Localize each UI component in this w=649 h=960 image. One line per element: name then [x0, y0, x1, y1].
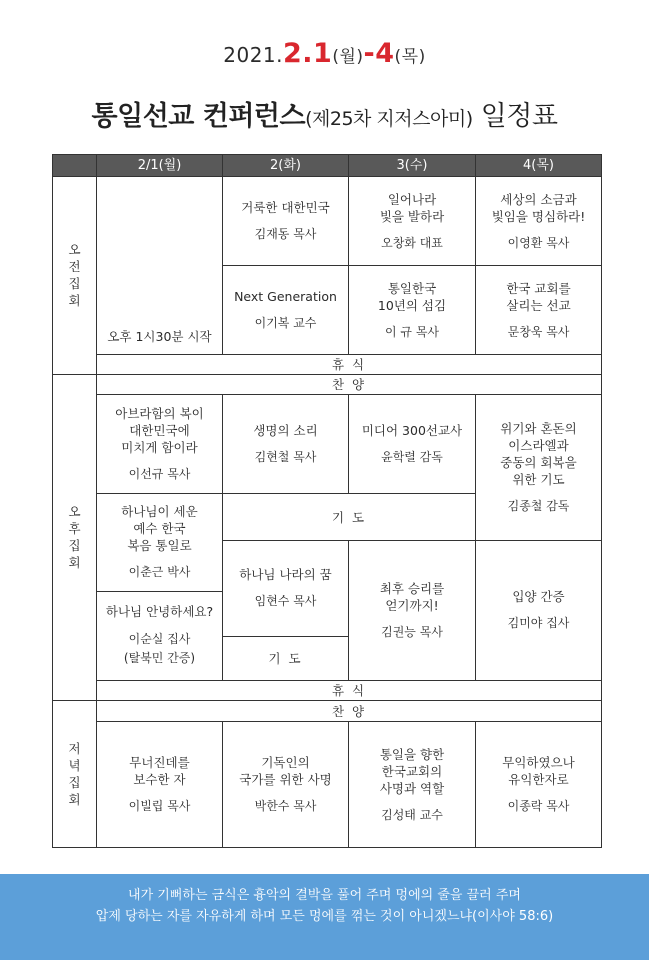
date-year: 2021. [223, 43, 284, 67]
session-speaker: 문창욱 목사 [507, 324, 570, 339]
date-end-day: (목) [394, 47, 426, 67]
conference-date [0, 38, 649, 69]
session-title: 한국 교회를 살리는 선교 [506, 280, 571, 313]
evening-thu [476, 722, 602, 848]
title-tail: 일정표 [472, 101, 558, 132]
morning-tue-2 [223, 266, 349, 355]
date-start-day: (월) [332, 47, 364, 67]
afternoon-break: 휴 식 [97, 680, 602, 700]
session-speaker: 이 규 목사 [385, 324, 439, 339]
afternoon-wed-2 [349, 540, 476, 680]
session-title: 미디어 300선교사 [361, 423, 463, 439]
date-end: -4 [363, 38, 395, 69]
section-afternoon: 오 후 집 회 [53, 374, 97, 700]
morning-thu-2 [476, 266, 602, 355]
afternoon-thu-1 [476, 394, 602, 540]
session-title: 최후 승리를 얻기까지! [379, 580, 445, 613]
header-mon: 2/1(월) [97, 155, 223, 177]
afternoon-wed-1 [349, 394, 476, 493]
header-row [53, 155, 602, 177]
session-speaker: 오창화 대표 [381, 235, 443, 250]
scripture-line-2: 압제 당하는 자를 자유하게 하며 모든 멍에를 꺾는 것이 아니겠느냐(이사야 58:6) [95, 909, 554, 924]
session-title: 거룩한 대한민국 [241, 200, 330, 216]
schedule-table [52, 154, 602, 848]
evening-wed [349, 722, 476, 848]
section-evening: 저 녁 집 회 [53, 700, 97, 847]
morning-thu-1 [476, 177, 602, 266]
section-morning: 오 전 집 회 [53, 177, 97, 375]
morning-tue-1 [223, 177, 349, 266]
afternoon-praise: 찬 양 [97, 374, 602, 394]
evening-tue [223, 722, 349, 848]
session-speaker: 이빌립 목사 [128, 799, 191, 814]
session-speaker: 김성태 교수 [381, 807, 443, 822]
afternoon-mon-1 [97, 394, 223, 493]
session-speaker: 이순실 집사 (탈북민 간증) [123, 632, 196, 666]
session-title: 하나님 나라의 꿈 [239, 567, 332, 583]
afternoon-mon-3 [97, 591, 223, 680]
session-speaker: 이선규 목사 [128, 467, 191, 482]
session-speaker: 김현철 목사 [254, 450, 317, 465]
afternoon-tue-prayer: 기 도 [223, 637, 349, 681]
evening-mon [97, 722, 223, 848]
afternoon-thu-2 [476, 540, 602, 680]
session-title: Next Generation [234, 289, 337, 305]
session-speaker: 박한수 목사 [254, 799, 317, 814]
session-title: 일어나라 빛을 발하라 [379, 191, 445, 224]
afternoon-mon-2 [97, 494, 223, 591]
morning-wed-1 [349, 177, 476, 266]
session-title: 통일을 향한 한국교회의 사명과 역할 [379, 746, 445, 796]
session-title: 아브라함의 복이 대한민국에 미치게 함이라 [115, 406, 204, 456]
header-wed: 3(수) [349, 155, 476, 177]
session-title: 하나님이 세운 예수 한국 복음 통일로 [121, 504, 198, 554]
morning-break: 휴 식 [97, 355, 602, 374]
session-title: 생명의 소리 [253, 423, 318, 439]
title-sub: (제25차 지저스아미) [305, 108, 473, 130]
header-thu: 4(목) [476, 155, 602, 177]
session-speaker: 김미야 집사 [507, 616, 570, 631]
session-speaker: 이기복 교수 [254, 316, 317, 331]
afternoon-prayer: 기 도 [223, 494, 476, 541]
header-corner [53, 155, 97, 177]
evening-praise: 찬 양 [97, 700, 602, 721]
session-speaker: 김권능 목사 [381, 624, 443, 639]
session-speaker: 김종철 감독 [507, 498, 570, 513]
title-main: 통일선교 컨퍼런스 [91, 101, 306, 132]
session-title: 무너진데를 보수한 자 [129, 755, 190, 788]
session-speaker: 이영환 목사 [507, 235, 570, 250]
session-title: 세상의 소금과 빛임을 명심하라! [491, 191, 586, 224]
morning-mon-start: 오후 1시30분 시작 [97, 177, 223, 355]
session-title: 입양 간증 [512, 589, 565, 605]
date-start: 2.1 [283, 38, 333, 69]
session-speaker: 윤학렬 감독 [381, 450, 443, 465]
session-title: 하나님 안녕하세요? [105, 604, 214, 620]
session-speaker: 이춘근 박사 [128, 565, 191, 580]
scripture-footer [0, 874, 649, 960]
afternoon-tue-1 [223, 394, 349, 493]
session-speaker: 김재동 목사 [254, 227, 317, 242]
session-title: 위기와 혼돈의 이스라엘과 중동의 회복을 위한 기도 [500, 420, 577, 487]
afternoon-tue-2 [223, 540, 349, 636]
session-title: 기독인의 국가를 위한 사명 [239, 755, 332, 788]
header-tue: 2(화) [223, 155, 349, 177]
scripture-line-1: 내가 기뻐하는 금식은 흉악의 결박을 풀어 주며 멍에의 줄을 끌러 주며 [128, 888, 521, 903]
session-speaker: 임현수 목사 [254, 594, 317, 609]
session-title: 통일한국 10년의 섬김 [377, 280, 447, 313]
morning-wed-2 [349, 266, 476, 355]
session-speaker: 이종락 목사 [507, 799, 570, 814]
session-title: 무익하였으나 유익한자로 [502, 755, 575, 788]
page-title [0, 94, 649, 133]
